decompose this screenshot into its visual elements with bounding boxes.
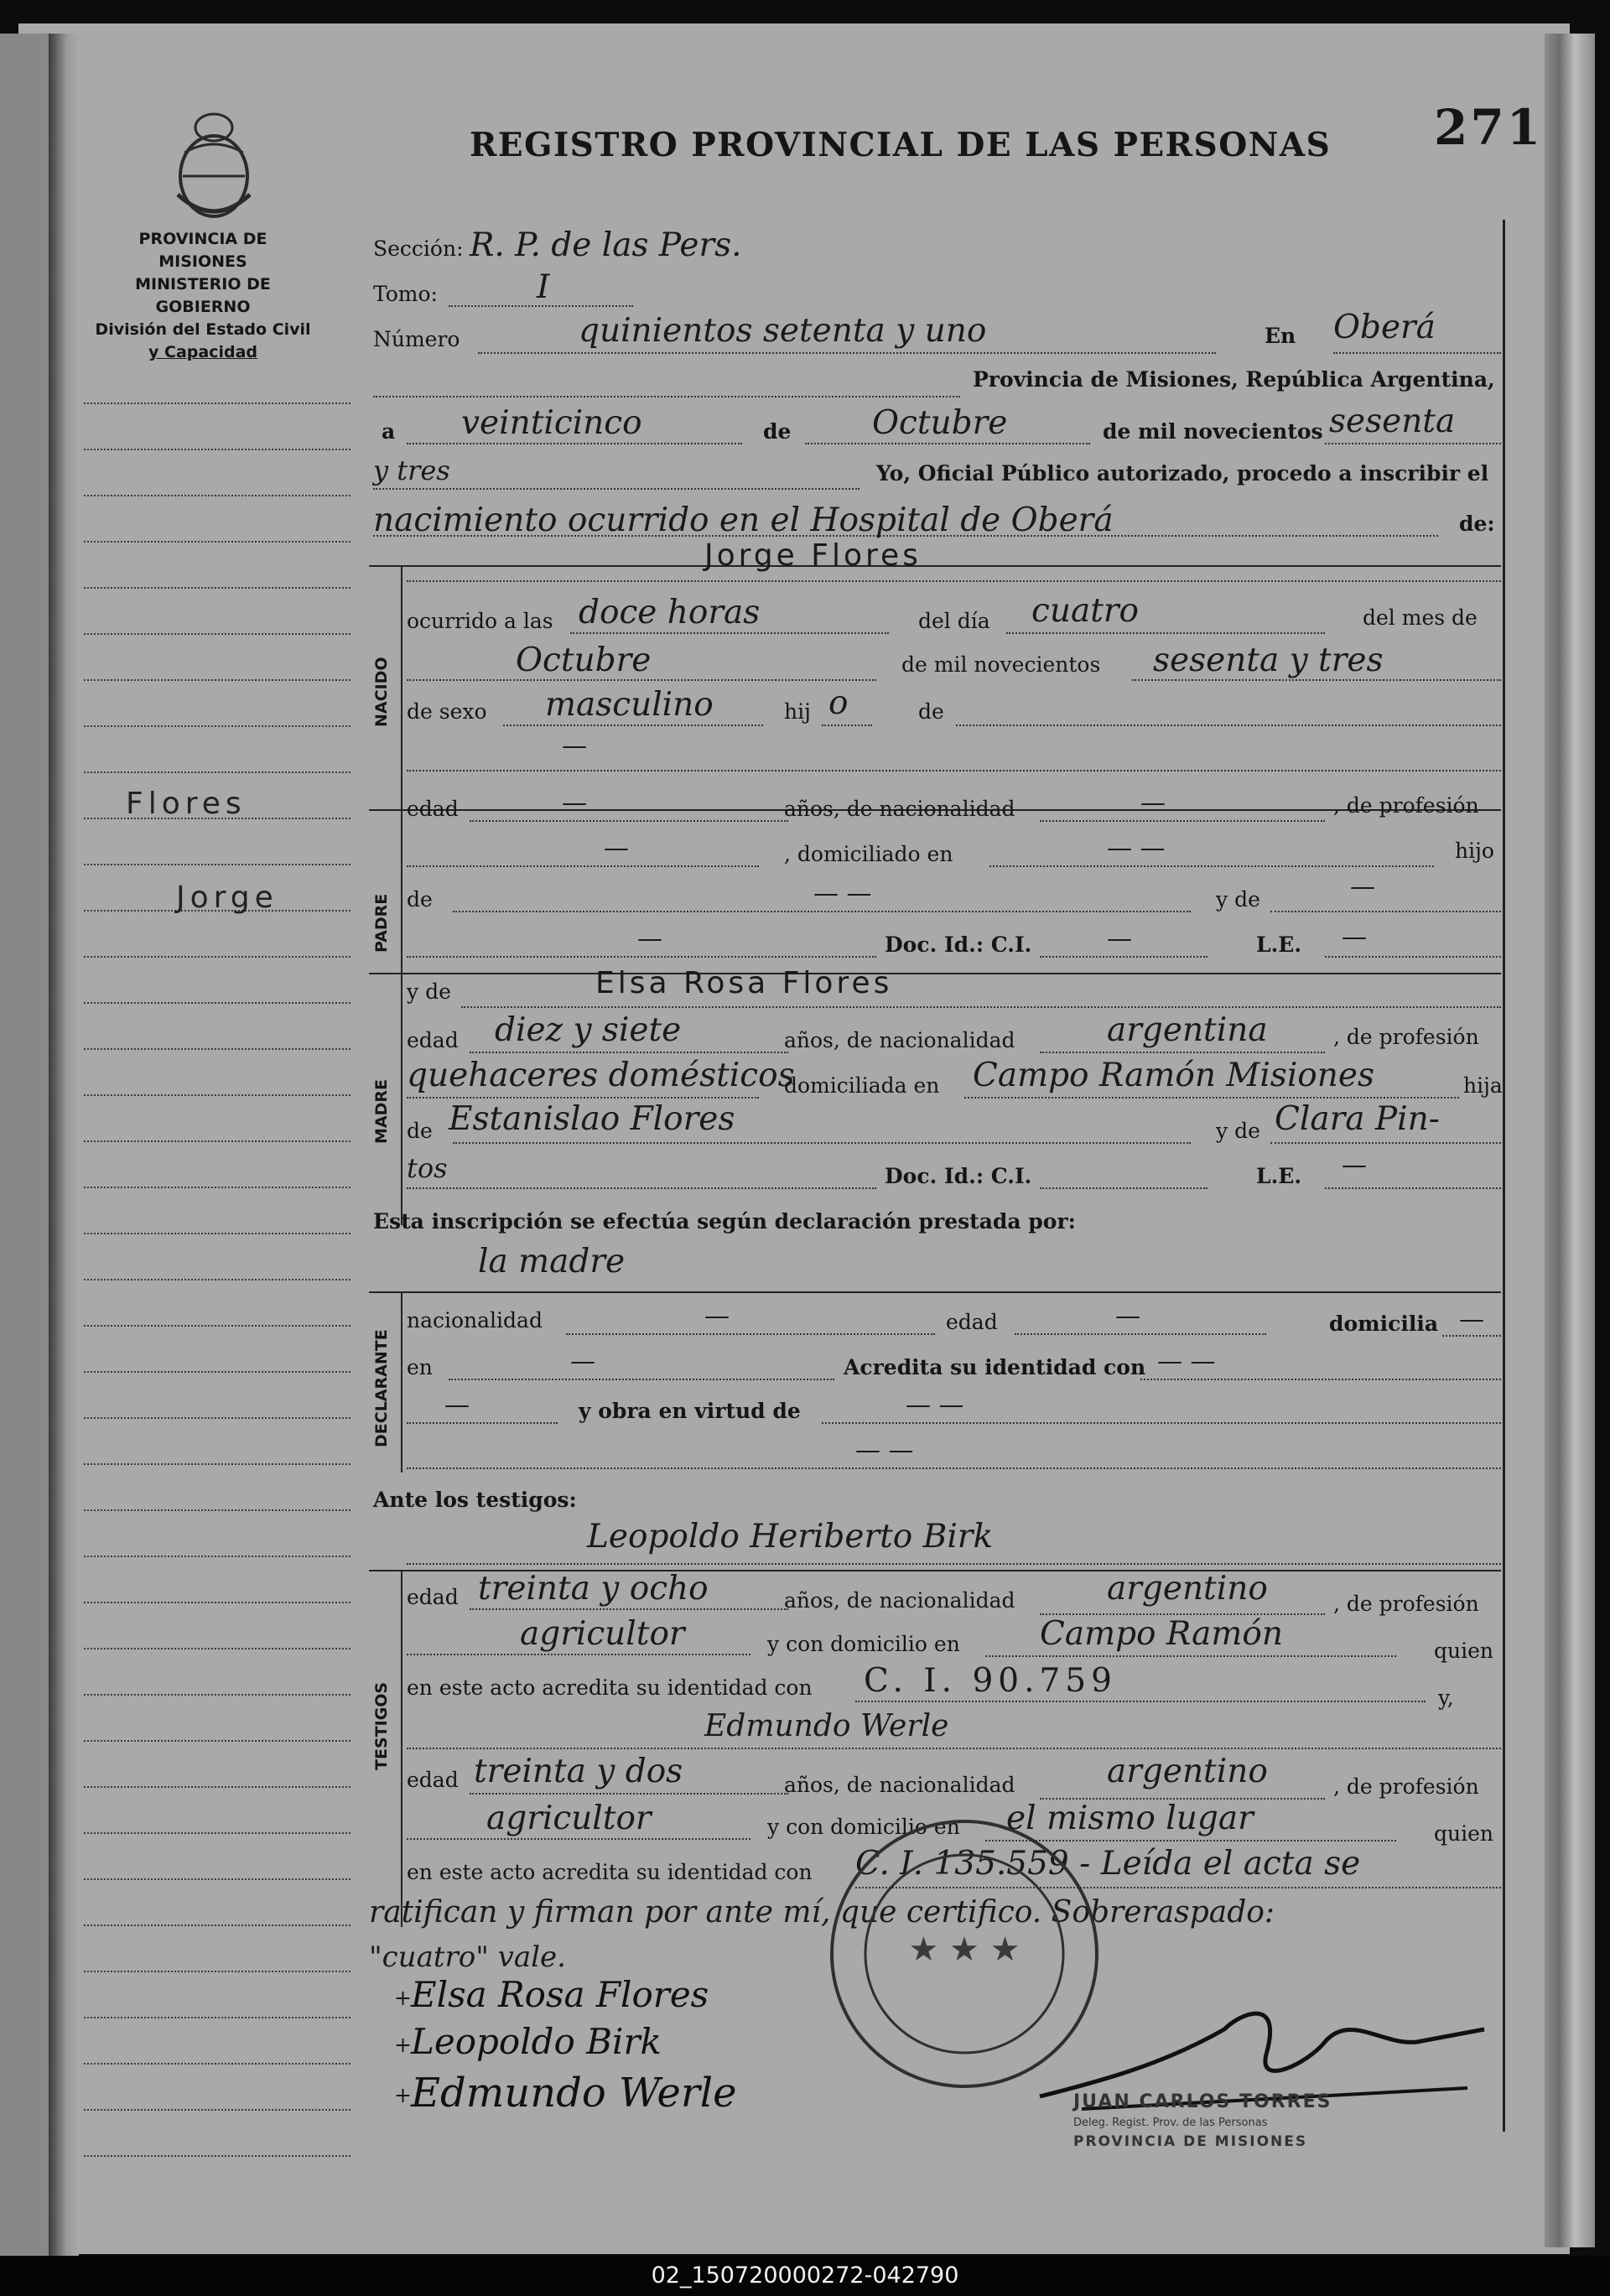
madre-prof-value: quehaceres domésticos [407,1057,795,1094]
witness2-dom-value: el mismo lugar [1006,1800,1254,1837]
declarante-domicilia-value: — [1459,1305,1484,1334]
declarante-acredita-line [1140,1379,1501,1380]
child-name-line [407,580,1501,582]
witness2-edad-value: treinta y dos [474,1753,683,1790]
padre-prof-line [407,865,759,867]
padre-edad-line [470,820,788,822]
left-page-edge [0,34,49,2256]
madre-name: Elsa Rosa Flores [595,966,893,1000]
margin-surname: Flores [126,787,247,821]
closing-line-1: ratifican y firman por ante mí, que certifico. Sobreraspado: [369,1895,1275,1930]
margin-rule [84,449,351,450]
testigos-section-label: TESTIGOS [372,1681,391,1770]
nacido-section [369,566,402,809]
testigos-section [369,1571,402,1927]
madre-le-line [1325,1187,1501,1189]
margin-rule [84,587,351,589]
margin-rule [84,495,351,496]
margin-given-name: Jorge [176,880,278,915]
padre-de-line [453,911,1191,912]
margin-rule [84,679,351,681]
witness1-id: C. I. 90.759 [864,1662,1117,1700]
padre-edad-label: edad [407,797,459,821]
margin-rule [84,1233,351,1234]
madre-nac-label: años, de nacionalidad [784,1028,1015,1052]
witness2-prof-value: agricultor [486,1800,652,1837]
madre-dom-value: Campo Ramón Misiones [973,1057,1374,1094]
padre-le-label: L.E. [1256,932,1302,957]
padre-y-de-line [1270,911,1501,912]
officer-text: Yo, Oficial Público autorizado, procedo a inscribir el [876,461,1489,486]
margin-rule [84,1094,351,1096]
declarante-edad-label: edad [946,1310,998,1334]
madre-name-line [461,1006,1501,1008]
witness2-acredita-label: en este acto acredita su identidad con [407,1860,813,1884]
madre-nac-value: argentina [1107,1011,1268,1049]
numero-value: quinientos setenta y uno [579,312,987,350]
nacido-top-rule [369,565,1501,567]
madre-prof-line [407,1097,759,1099]
madre-edad-line [470,1052,788,1053]
madre-father-value: Estanislao Flores [449,1100,735,1138]
witness1-prof-value: agricultor [520,1615,685,1653]
witness2-id: C. I. 135.559 - Leída el acta se [855,1845,1361,1883]
de-label: de [763,419,792,444]
padre-extra-dash: — [637,924,662,953]
margin-rule [84,1925,351,1926]
declarante-value: la madre [478,1243,626,1280]
official-name: JUAN CARLOS TORRES [1073,2091,1332,2112]
blank-line [373,396,960,397]
nacido-dash: — [562,731,587,761]
closing-line-2: "cuatro" vale. [369,1940,566,1974]
year-cont-line [373,488,860,490]
madre-mother-value-2: tos [407,1152,448,1184]
year-label: de mil novecientos [1103,419,1323,444]
padre-doc-label: Doc. Id.: C.I. [885,932,1032,957]
margin-rule [84,541,351,543]
margin-rule [84,633,351,635]
margin-rule [84,1187,351,1188]
margin-rule [84,1509,351,1511]
margin-rule [84,2155,351,2157]
padre-extra-line [407,956,876,958]
padre-de-label: de [407,887,433,912]
declarante-nac-value: — [704,1301,730,1331]
declarante-nac-line [566,1333,935,1335]
margin-rule [84,1463,351,1465]
padre-de-value: — — [813,879,872,908]
padre-dom-value: — — [1107,834,1166,863]
issuer-block [94,228,312,364]
margin-rule [84,1971,351,1972]
declarante-pre-line [407,1422,558,1424]
declarante-virtud-line [822,1422,1501,1424]
madre-y-de-label: y de [407,979,451,1004]
page-number: 271 [1434,99,1544,156]
declarante-edad-value: — [1115,1301,1140,1331]
margin-rule [84,1602,351,1603]
day-line [407,443,742,444]
witness1-id-line [855,1701,1426,1702]
padre-doc-line [1040,956,1208,958]
seccion-value: R. P. de las Pers. [470,226,742,264]
witness2-prof-label: , de profesión [1333,1774,1479,1799]
seccion-label: Sección: [373,236,464,261]
witness1-name-line [407,1563,1501,1565]
margin-rule [84,1371,351,1373]
padre-nac-line [1040,820,1325,822]
witness2-quien-label: quien [1434,1821,1493,1846]
declarante-en-value: — [570,1347,595,1376]
witness2-edad-line [470,1793,788,1795]
sexo-line [503,725,763,726]
numero-label: Número [373,327,460,351]
padre-y-de-value: — [1350,872,1375,901]
en-label: En [1265,324,1296,348]
nacido-section-label: NACIDO [372,657,391,727]
declarante-acredita-label: Acredita su identidad con [844,1355,1146,1379]
month-value: Octubre [872,404,1008,442]
image-code-caption: 02_150720000272-042790 [0,2256,1610,2296]
month-line [805,443,1090,444]
margin-rule [84,1832,351,1834]
del-dia-label: del día [918,609,990,633]
province-line: Provincia de Misiones, República Argentina, [973,367,1495,392]
witness1-dom-line [985,1655,1396,1657]
register-title: REGISTRO PROVINCIAL DE LAS PERSONAS [470,126,1332,164]
nacido-de-line [956,725,1501,726]
hij-line [822,725,872,726]
margin-rule [84,1740,351,1742]
margin-rule [84,1279,351,1280]
madre-edad-label: edad [407,1028,459,1052]
padre-edad-value: — [562,788,587,818]
testigos-intro: Ante los testigos: [373,1488,577,1512]
issuer-capacity: y Capacidad [148,343,257,361]
witness1-edad-value: treinta y ocho [478,1570,709,1608]
nacido-year-line [1132,679,1501,681]
page-stack-edge [1545,34,1595,2247]
margin-rule [84,2017,351,2018]
tomo-value: I [537,268,550,306]
padre-dom-line [989,865,1434,867]
margin-rule [84,1002,351,1004]
sexo-value: masculino [545,686,714,724]
padre-doc-value: — [1107,924,1132,953]
padre-prof-label: , de profesión [1333,793,1479,818]
coat-of-arms-seal [168,102,260,228]
en-line [1333,352,1501,354]
sexo-label: de sexo [407,699,487,724]
madre-de-label: de [407,1119,433,1143]
del-mes-label: del mes de [1363,605,1478,630]
child-name: Jorge Flores [704,538,922,573]
margin-rule [84,956,351,958]
declarante-extra-line [407,1467,1501,1469]
witness2-nac-label: años, de nacionalidad [784,1773,1015,1797]
declarante-intro: Esta inscripción se efectúa según declaración prestada por: [373,1209,1076,1234]
witness2-name-line [407,1748,1501,1749]
witness2-prof-line [407,1838,750,1840]
hour-line [570,632,889,634]
madre-mother-line [1270,1142,1501,1144]
declarante-acredita-value: — — [1157,1347,1216,1376]
madre-edad-value: diez y siete [495,1011,682,1049]
nacido-month-value: Octubre [516,642,652,679]
signature-witness-2: Edmundo Werle [411,2070,737,2117]
madre-doc-label: Doc. Id.: C.I. [885,1164,1032,1188]
margin-rule [84,2109,351,2111]
declarante-nac-label: nacionalidad [407,1308,543,1332]
madre-le-label: L.E. [1256,1164,1302,1188]
padre-hijo-label: hijo [1455,839,1494,863]
event-line [373,535,1438,537]
witness1-dom-label: y con domicilio en [767,1632,960,1656]
margin-rule [84,1694,351,1696]
witness1-name: Leopoldo Heriberto Birk [587,1518,994,1556]
padre-nac-value: — [1140,788,1166,818]
padre-le-value: — [1342,922,1367,952]
nacido-month-line [407,679,876,681]
margin-rule [84,1786,351,1788]
witness1-quien-label: quien [1434,1639,1493,1663]
declarante-en-label: en [407,1355,433,1379]
hour-value: doce horas [579,594,761,631]
margin-rule [84,2063,351,2065]
margin-rule [84,864,351,865]
madre-father-line [453,1142,1191,1144]
declarante-section [369,1292,402,1473]
issuer-province: PROVINCIA DE MISIONES [138,230,267,271]
madre-nac-line [1040,1052,1325,1053]
year-value-1: sesenta [1329,403,1456,440]
witness2-edad-label: edad [407,1768,459,1792]
nacido-de-label: de [918,699,944,724]
nacido-extra-line [407,770,1501,771]
event-value: nacimiento ocurrido en el Hospital de Oberá [373,501,1114,539]
book-gutter [49,34,79,2256]
madre-dom-line [964,1097,1459,1099]
signature-witness-1: Leopoldo Birk [411,2021,662,2062]
a-label: a [382,419,396,444]
official-province: PROVINCIA DE MISIONES [1073,2133,1308,2150]
nacido-day-value: cuatro [1031,592,1140,630]
madre-section [369,974,402,1225]
madre-dom-label: domiciliada en [784,1073,940,1098]
hij-value: o [828,684,849,722]
declarante-en-line [449,1379,834,1380]
numero-line [478,352,1216,354]
padre-dom-label: , domiciliado en [784,842,953,866]
declarante-domicilia-label: domicilia [1329,1312,1439,1336]
hij-label: hij [784,699,811,724]
declarante-pre-value: — [444,1390,470,1420]
witness1-acredita-label: en este acto acredita su identidad con [407,1675,813,1700]
madre-extra-line [407,1187,876,1189]
declarante-edad-line [1015,1333,1266,1335]
madre-prof-label: , de profesión [1333,1025,1479,1049]
witness1-nac-label: años, de nacionalidad [784,1588,1015,1613]
margin-rule [84,1878,351,1880]
margin-rule [84,725,351,727]
sig2-marker: + [394,2033,412,2057]
nacido-year-value: sesenta y tres [1153,642,1384,679]
day-value: veinticinco [461,404,642,442]
madre-doc-line [1040,1187,1208,1189]
nacido-year-label: de mil novecientos [901,652,1101,677]
declarante-section-label: DECLARANTE [372,1329,391,1448]
issuer-division: División del Estado Civil [95,320,311,339]
year-line [1325,443,1501,444]
year-value-2: y tres [373,455,450,486]
event-de-label: de: [1459,512,1495,536]
witness2-nac-value: argentino [1107,1753,1268,1790]
witness1-prof-label: , de profesión [1333,1592,1479,1616]
nacido-day-line [1006,632,1325,634]
margin-rule [84,1048,351,1050]
witness1-nac-value: argentino [1107,1570,1268,1608]
signature-mother: Elsa Rosa Flores [411,1974,709,2015]
tomo-label: Tomo: [373,282,438,306]
madre-le-value: — [1342,1151,1367,1180]
margin-rule [84,1325,351,1327]
declarante-top-rule [369,1291,1501,1293]
padre-y-de-label: y de [1216,887,1260,912]
ocurrido-label: ocurrido a las [407,609,553,633]
issuer-ministry: MINISTERIO DE GOBIERNO [135,275,271,316]
madre-hija-label: hija [1463,1073,1503,1098]
witness1-edad-label: edad [407,1585,459,1609]
declarante-virtud-label: y obra en virtud de [579,1399,801,1423]
madre-top-rule [369,973,1501,974]
madre-section-label: MADRE [372,1079,391,1145]
svg-text:★ ★ ★: ★ ★ ★ [908,1930,1021,1969]
witness1-y-label: y, [1438,1686,1454,1710]
witness1-prof-line [407,1654,750,1655]
declarante-extra-value: — — [855,1436,914,1465]
margin-rule [84,1648,351,1649]
declarante-domicilia-line [1442,1335,1501,1337]
padre-prof-value: — [604,834,629,863]
padre-nac-label: años, de nacionalidad [784,797,1015,821]
en-value: Oberá [1333,309,1436,346]
official-title: Deleg. Regist. Prov. de las Personas [1073,2117,1268,2129]
witness2-dom-label: y con domicilio en [767,1815,960,1839]
declarante-virtud-value: — — [906,1390,964,1420]
margin-rule [84,1417,351,1419]
sig1-marker: + [394,1986,412,2010]
margin-rule [84,403,351,404]
margin-rule [84,1140,351,1142]
sig3-marker: + [394,2083,412,2107]
witness2-name: Edmundo Werle [704,1709,949,1743]
padre-section-label: PADRE [372,893,391,953]
madre-y-de-label-2: y de [1216,1119,1260,1143]
witness1-dom-value: Campo Ramón [1040,1615,1284,1653]
padre-le-line [1325,956,1501,958]
witness1-edad-line [470,1608,788,1610]
madre-mother-value-1: Clara Pin- [1275,1100,1440,1138]
margin-rule [84,771,351,773]
margin-rule [84,1556,351,1557]
